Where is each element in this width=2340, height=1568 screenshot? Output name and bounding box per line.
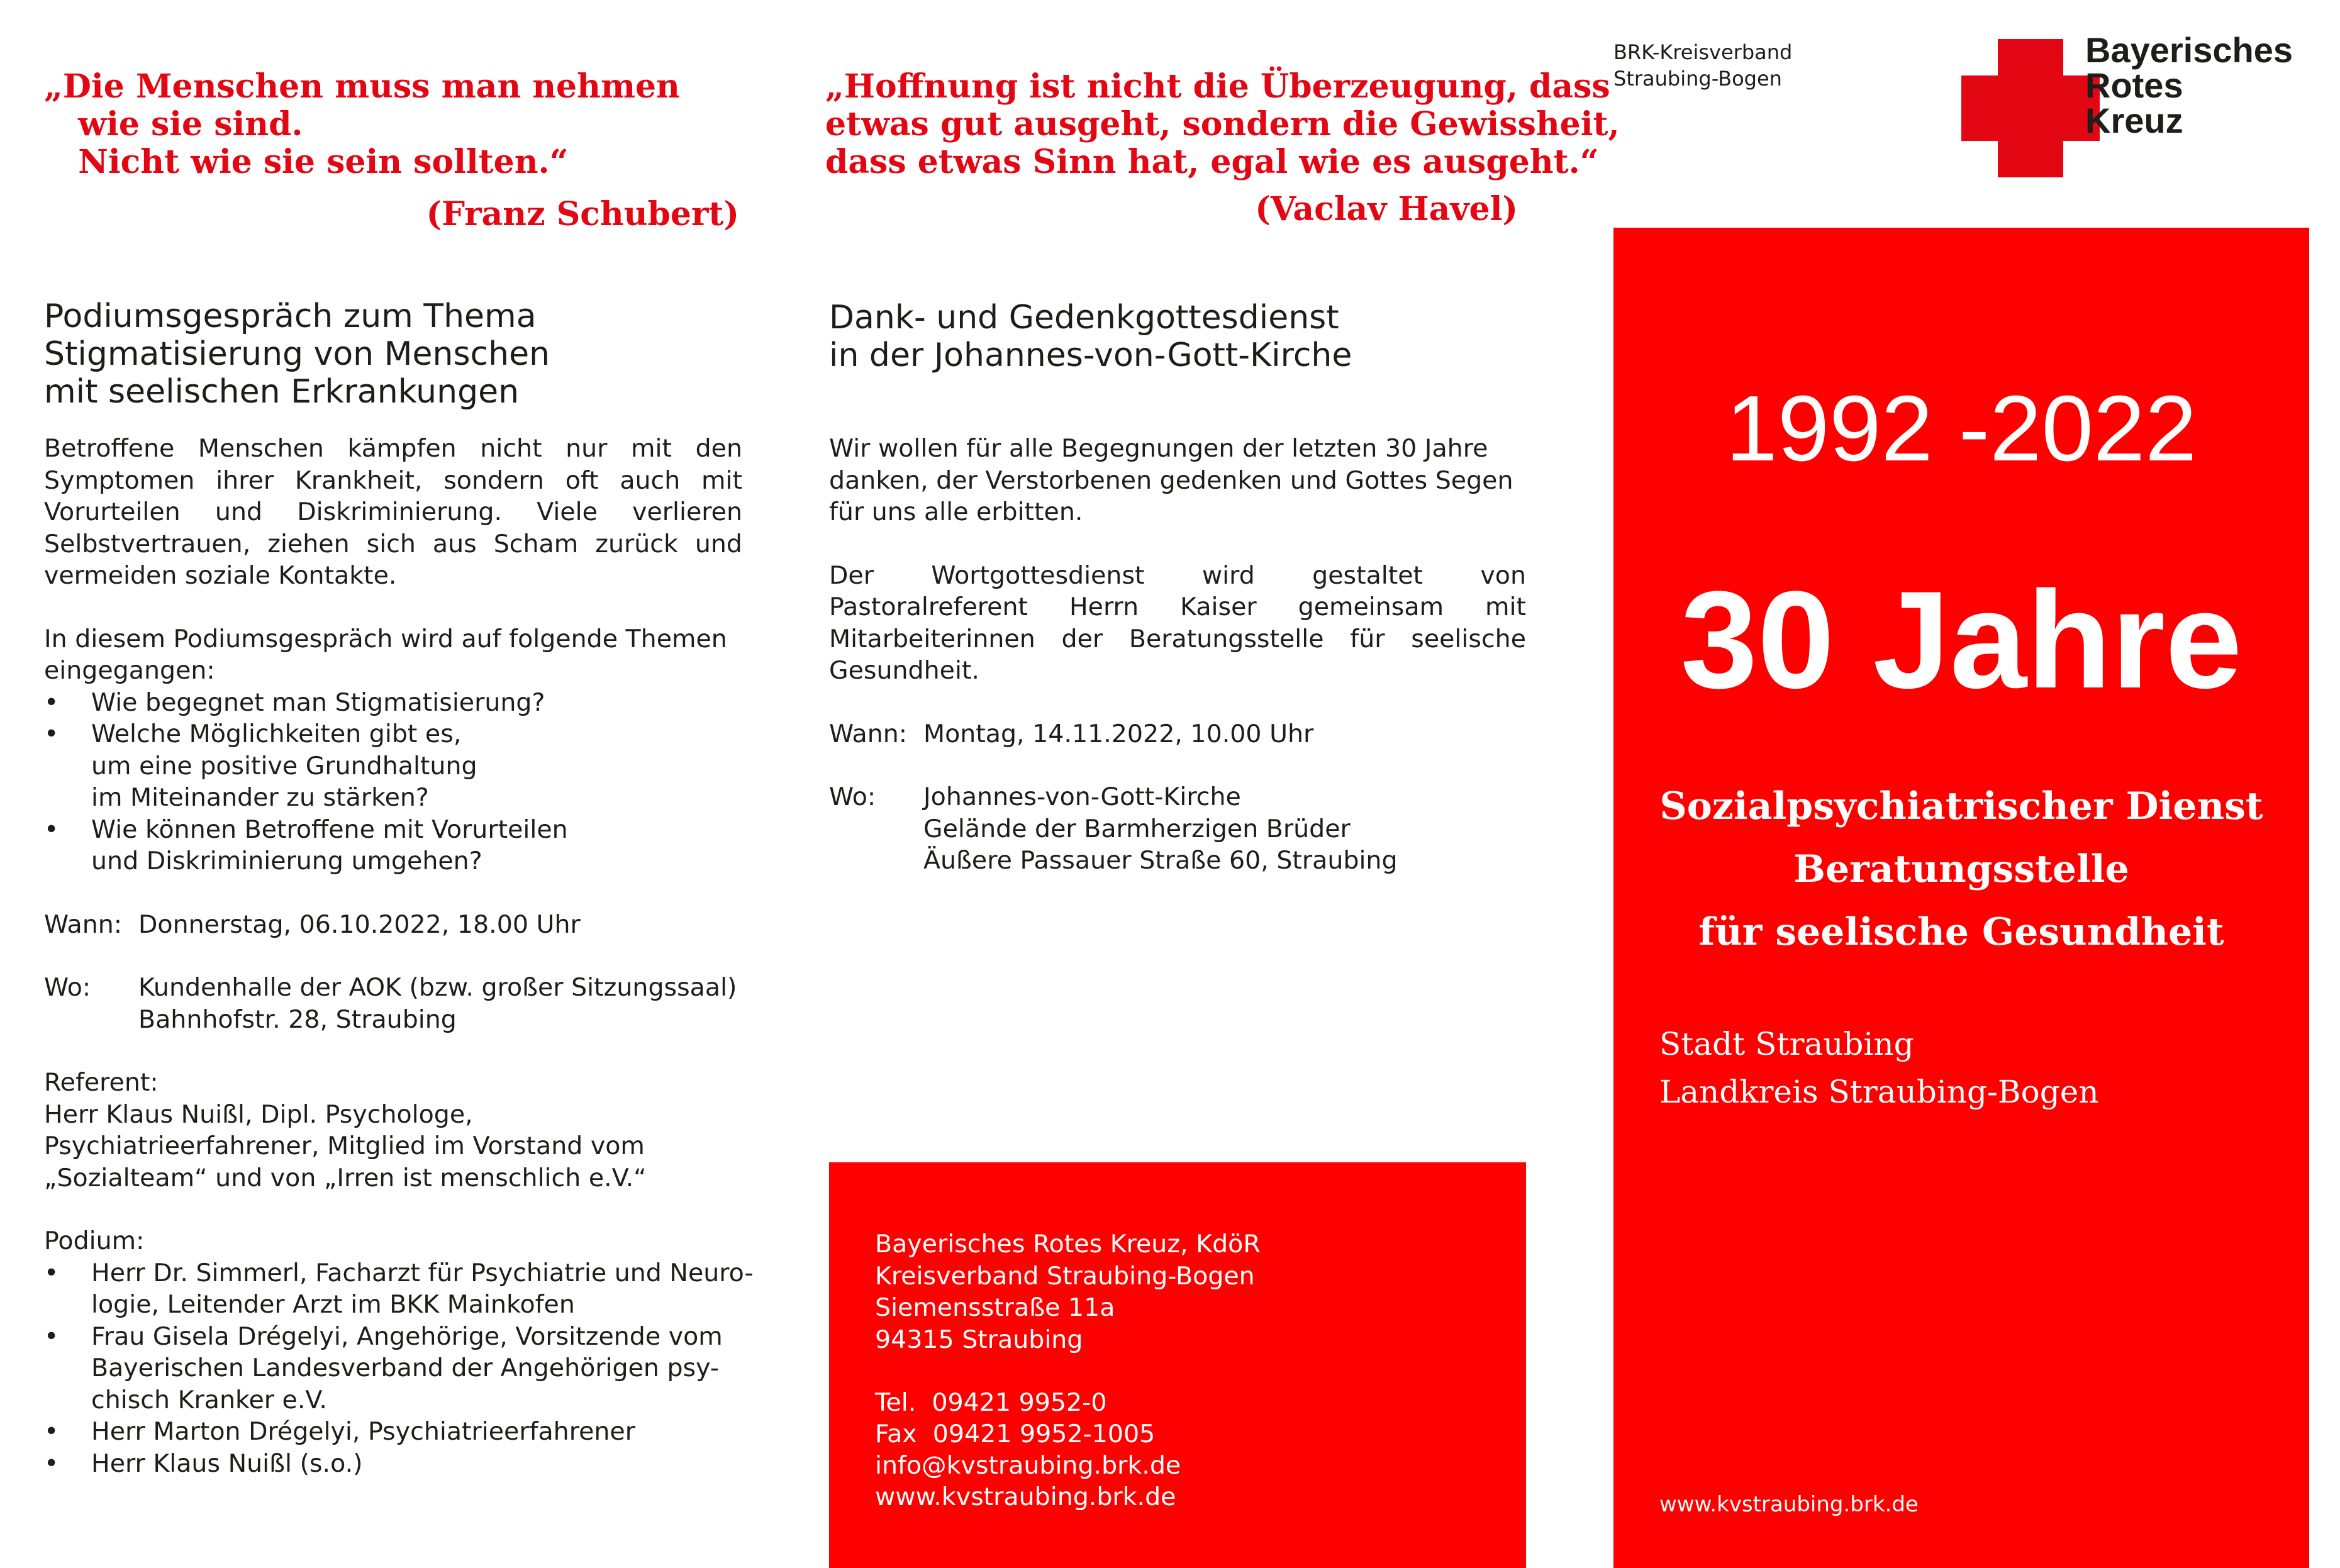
list-item: • Herr Marton Drégelyi, Psychiatrieerfahrener [44,1416,742,1448]
where-label: Wo: [44,973,91,1002]
service-name: Sozialpsychiatrischer Dienst Beratungsstelle für seelische Gesundheit [1659,784,2263,954]
contact-fax: Fax 09421 9952-1005 [875,1420,1156,1448]
years: 1992 -2022 [1725,377,2197,481]
list-item: • Frau Gisela Drégelyi, Angehörige, Vorsitzende vom Bayerischen Landesverband der Angehörigen psy- chisch Kranker e.V. [44,1321,742,1416]
list-item: • Wie begegnet man Stigmatisierung? [44,687,742,719]
service-when-row [829,718,1526,750]
cover-website[interactable]: www.kvstraubing.brk.de [1659,1492,1919,1517]
when-label: Wann: [829,719,908,748]
podium-intro: Betroffene Menschen kämpfen nicht nur mit den Symptomen ihrer Krankheit, sondern oft auch mit Vorurteilen und Diskriminierung. Viele verlieren Selbstvertrauen, ziehen sich aus Scham zurück und vermeiden soziale Kontakte. [44,434,742,590]
contact-address: Bayerisches Rotes Kreuz, KdöR Kreisverband Straubing-Bogen Siemensstraße 11a 94315 Straubing [875,1230,1261,1354]
contact-email[interactable]: info@kvstraubing.brk.de [875,1451,1181,1480]
where-value: Kundenhalle der AOK (bzw. großer Sitzungssaal) Bahnhofstr. 28, Straubing [138,973,737,1034]
topics-intro: In diesem Podiumsgespräch wird auf folgende Themen eingegangen: [44,624,727,685]
regions: Stadt Straubing Landkreis Straubing-Bogen [1659,1026,2099,1110]
havel-quote-author: (Vaclav Havel) [1255,190,1518,228]
podium-where-row [44,972,742,1035]
where-value: Johannes-von-Gott-Kirche Gelände der Barmherzigen Brüder Äußere Passauer Straße 60, Straubing [923,782,1398,875]
schubert-quote: „Die Menschen muss man nehmen wie sie sind. Nicht wie sie sein sollten.“ [44,67,680,181]
service-body [829,433,1526,908]
service-text: Der Wortgottesdienst wird gestaltet von Pastoralreferent Herrn Kaiser gemeinsam mit Mitarbeiterinnen der Beratungsstelle für seelische Gesundheit. [829,560,1526,685]
anniversary: 30 Jahre [1680,562,2242,717]
when-value: Montag, 14.11.2022, 10.00 Uhr [923,719,1314,748]
list-item: • Herr Dr. Simmerl, Facharzt für Psychiatrie und Neuro- logie, Leitender Arzt im BKK Mainkofen [44,1257,742,1321]
service-intro: Wir wollen für alle Begegnungen der letzten 30 Jahre danken, der Verstorbenen gedenken und Gottes Segen für uns alle erbitten. [829,434,1513,526]
podium-list [44,1257,754,1480]
podium-body [44,433,754,1511]
podium-when-row [44,909,742,941]
when-label: Wann: [44,909,123,939]
cover-panel [1613,228,2309,1568]
topics-list [44,687,742,877]
podium-label: Podium: [44,1226,145,1255]
logo-wordmark: Bayerisches Rotes Kreuz [2085,30,2293,140]
contact-website[interactable]: www.kvstraubing.brk.de [875,1482,1176,1511]
org-name: BRK-Kreisverband Straubing-Bogen [1613,40,1793,91]
list-item: • Herr Klaus Nuißl (s.o.) [44,1448,742,1480]
havel-quote: „Hoffnung ist nicht die Überzeugung, dass etwas gut ausgeht, sondern die Gewissheit, dass etwas Sinn hat, egal wie es ausgeht.“ [825,67,1620,181]
where-label: Wo: [829,782,876,811]
service-where-row [829,781,1526,877]
podium-heading: Podiumsgespräch zum Thema Stigmatisierung von Menschen mit seelischen Erkrankungen [44,297,550,411]
schubert-quote-author: (Franz Schubert) [426,195,739,233]
referent-text: Herr Klaus Nuißl, Dipl. Psychologe, Psychiatrieerfahrener, Mitglied im Vorstand vom „Sozialteam“ und von „Irren ist menschlich e.V.“ [44,1099,647,1193]
list-item: • Wie können Betroffene mit Vorurteilen und Diskriminierung umgehen? [44,814,742,877]
contact-tel: Tel. 09421 9952-0 [875,1388,1107,1417]
list-item: • Welche Möglichkeiten gibt es, um eine positive Grundhaltung im Miteinander zu stärken? [44,718,742,814]
contact-box [829,1162,1526,1568]
red-cross-logo [1961,39,2100,177]
when-value: Donnerstag, 06.10.2022, 18.00 Uhr [138,909,581,939]
referent-label: Referent: [44,1068,159,1097]
service-heading: Dank- und Gedenkgottesdienst in der Johannes-von-Gott-Kirche [829,299,1352,374]
